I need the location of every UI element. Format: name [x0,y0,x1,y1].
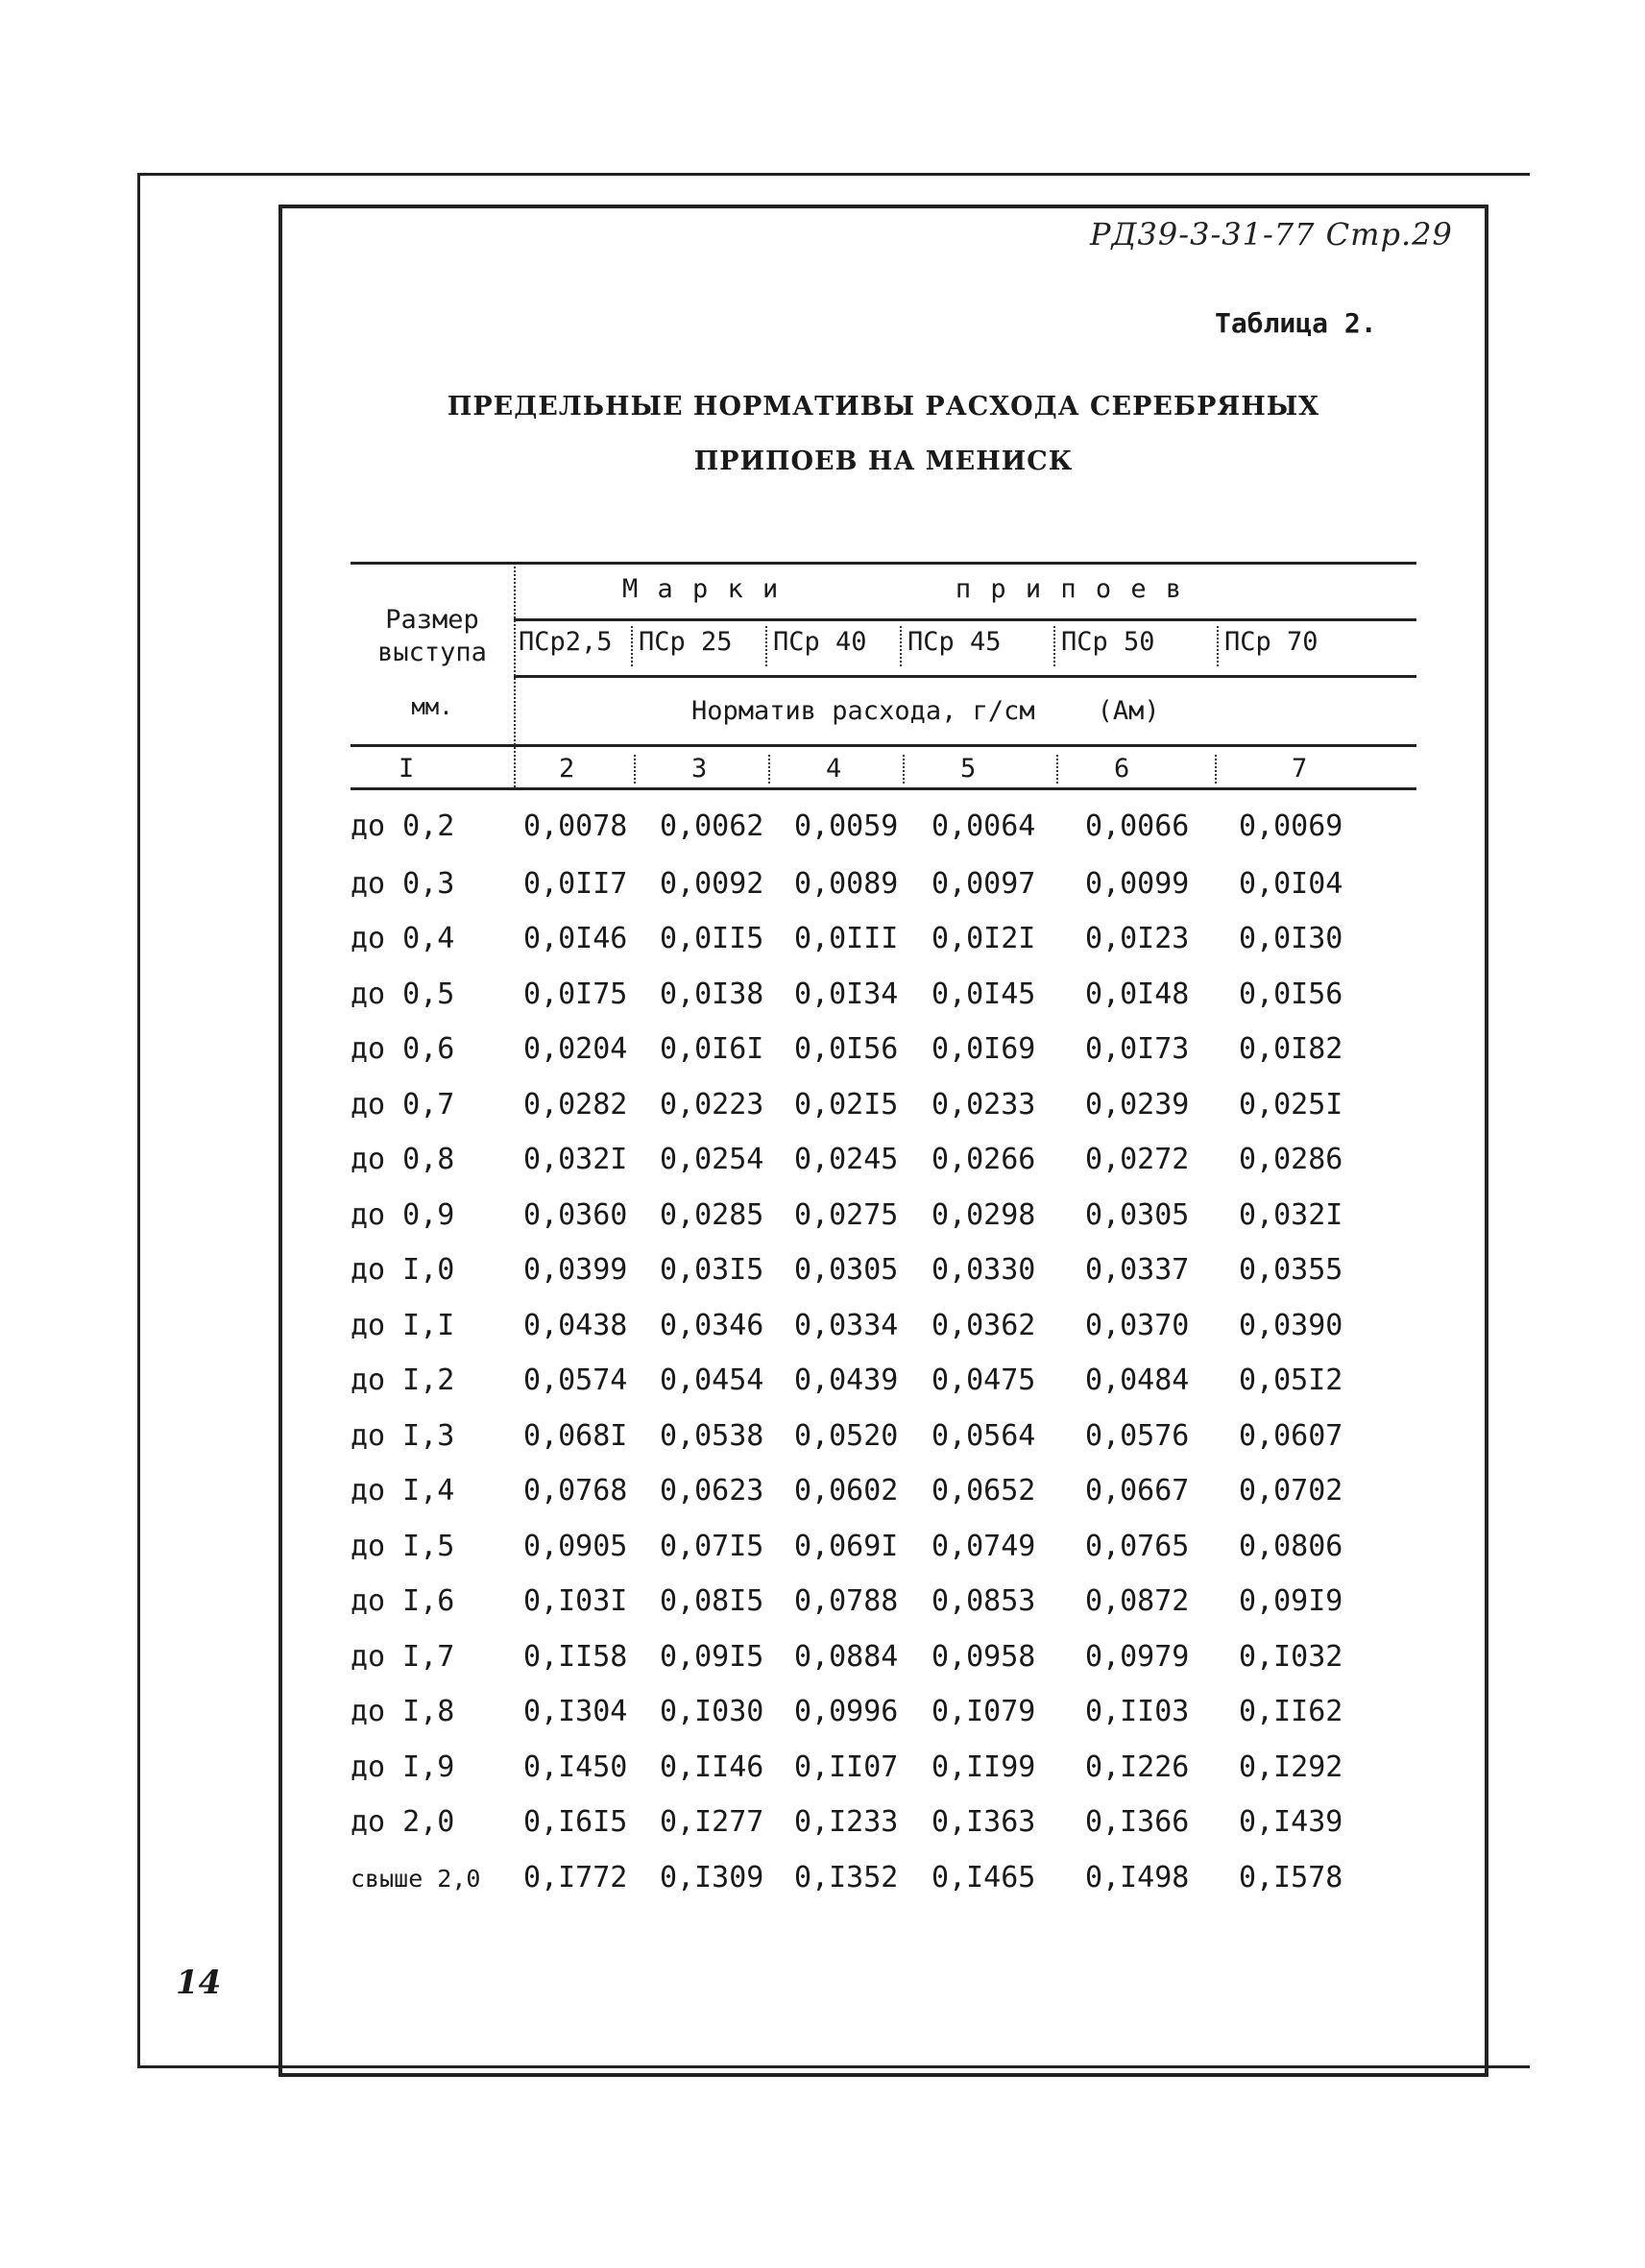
table-cell: 0,I363 [931,1805,1036,1839]
table-cell: 0,0439 [794,1363,899,1397]
table-cell: 0,0298 [931,1198,1036,1232]
table-cell: 0,0564 [931,1419,1036,1453]
unit-header: Норматив расхода, г/см (Ам) [691,696,1160,726]
table-cell: 0,0099 [1085,867,1190,901]
row-size-label: до 0,4 [351,922,455,955]
table-cell: 0,05I2 [1239,1363,1343,1397]
table-cell: 0,0062 [660,809,764,843]
table-cell: 0,0475 [931,1363,1036,1397]
table-cell: 0,0765 [1085,1530,1190,1563]
table-cell: 0,II46 [660,1750,764,1784]
brand-separator [631,626,633,666]
table-cell: 0,0078 [523,809,628,843]
column-number-separator [1215,755,1217,784]
table-cell: 0,0749 [931,1530,1036,1563]
table-cell: 0,0I34 [794,977,899,1011]
brand-header-cell: ПСр 70 [1224,627,1318,657]
table-cell: 0,II99 [931,1750,1036,1784]
brand-header-cell: ПСр 45 [907,627,1002,657]
table-cell: 0,0I45 [931,977,1036,1011]
table-cell: 0,0958 [931,1640,1036,1674]
table-cell: 0,08I5 [660,1584,764,1618]
table-cell: 0,0092 [660,867,764,901]
table-cell: 0,0454 [660,1363,764,1397]
row-size-label: до I,3 [351,1419,455,1453]
table-cell: 0,0089 [794,867,899,901]
table-cell: 0,0607 [1239,1419,1343,1453]
table-cell: 0,II62 [1239,1695,1343,1728]
column-number-cell: 5 [960,754,977,784]
row-size-label: свыше 2,0 [351,1865,481,1893]
row-size-label: до 0,5 [351,977,455,1011]
table-cell: 0,I233 [794,1805,899,1839]
table-cell: 0,0I6I [660,1032,764,1066]
column-number-separator [1056,755,1058,784]
table-cell: 0,I292 [1239,1750,1343,1784]
table-cell: 0,0667 [1085,1474,1190,1508]
row-size-label: до 0,8 [351,1143,455,1176]
table-cell: 0,02I5 [794,1088,899,1122]
row-size-label: до I,0 [351,1253,455,1287]
size-header-line-2: выступа [377,638,487,667]
row-size-label: до I,8 [351,1695,455,1728]
table-cell: 0,0576 [1085,1419,1190,1453]
table-cell: 0,I772 [523,1861,628,1894]
row-size-label: до I,2 [351,1363,455,1397]
table-cell: 0,0286 [1239,1143,1343,1176]
table-cell: 0,0254 [660,1143,764,1176]
table-label: Таблица 2. [1215,307,1377,339]
table-cell: 0,0399 [523,1253,628,1287]
table-title-line-2: ПРИПОЕВ НА МЕНИСК [693,446,1074,476]
brand-header-cell: ПСр 25 [639,627,733,657]
table-cell: 0,I226 [1085,1750,1190,1784]
table-cell: 0,032I [1239,1198,1343,1232]
column-number-cell: 4 [826,754,842,784]
table-cell: 0,0I82 [1239,1032,1343,1066]
brand-separator [1217,626,1219,666]
table-cell: 0,07I5 [660,1530,764,1563]
table-cell: 0,0II5 [660,922,764,955]
table-cell: 0,0064 [931,809,1036,843]
table-cell: 0,032I [523,1143,628,1176]
table-cell: 0,03I5 [660,1253,764,1287]
table-cell: 0,0337 [1085,1253,1190,1287]
brand-header-cell: ПСр 40 [773,627,867,657]
table-top-rule [351,562,1416,565]
row-size-label: до 0,3 [351,867,455,901]
column-number-cell: 2 [559,754,575,784]
table-cell: 0,0I73 [1085,1032,1190,1066]
column-number-cell: 7 [1292,754,1308,784]
table-cell: 0,0I23 [1085,922,1190,955]
table-cell: 0,0III [794,922,899,955]
table-cell: 0,0768 [523,1474,628,1508]
table-cell: 0,0059 [794,809,899,843]
table-cell: 0,0272 [1085,1143,1190,1176]
table-cell: 0,0I69 [931,1032,1036,1066]
table-cell: 0,0275 [794,1198,899,1232]
table-cell: 0,0I46 [523,922,628,955]
table-cell: 0,0I48 [1085,977,1190,1011]
table-cell: 0,I309 [660,1861,764,1894]
table-title-line-1: ПРЕДЕЛЬНЫЕ НОРМАТИВЫ РАСХОДА СЕРЕБРЯНЫХ [447,392,1320,422]
table-cell: 0,0204 [523,1032,628,1066]
table-cell: 0,II03 [1085,1695,1190,1728]
row-size-label: до I,9 [351,1750,455,1784]
table-cell: 0,I450 [523,1750,628,1784]
column-number-cell: 3 [691,754,708,784]
table-cell: 0,0996 [794,1695,899,1728]
table-cell: 0,0346 [660,1309,764,1342]
table-cell: 0,0806 [1239,1530,1343,1563]
brand-separator [900,626,902,666]
table-cell: 0,I498 [1085,1861,1190,1894]
table-cell: 0,0574 [523,1363,628,1397]
brand-separator [1053,626,1055,666]
table-cell: 0,0602 [794,1474,899,1508]
table-cell: 0,0438 [523,1309,628,1342]
table-cell: 0,I6I5 [523,1805,628,1839]
table-cell: 0,I277 [660,1805,764,1839]
row-size-label: до I,I [351,1309,455,1342]
table-cell: 0,0I56 [1239,977,1343,1011]
table-cell: 0,0I04 [1239,867,1343,901]
table-cell: 0,0370 [1085,1309,1190,1342]
table-cell: 0,0266 [931,1143,1036,1176]
table-cell: 0,0I38 [660,977,764,1011]
brand-header-cell: ПСр 50 [1061,627,1155,657]
table-cell: 0,0I75 [523,977,628,1011]
column-number-cell: I [399,754,415,784]
column-number-separator [634,755,636,784]
table-cell: 0,0223 [660,1088,764,1122]
row-size-label: до I,5 [351,1530,455,1563]
table-cell: 0,0788 [794,1584,899,1618]
document-code: РД39-3-31-77 Стр.29 [1090,216,1453,253]
table-cell: 0,0I56 [794,1032,899,1066]
row-size-label: до 2,0 [351,1805,455,1839]
table-cell: 0,0360 [523,1198,628,1232]
column-number-separator [768,755,770,784]
table-cell: 0,0239 [1085,1088,1190,1122]
column-number-separator [903,755,905,784]
brands-group-header: М а р к и п р и п о е в [622,574,1184,604]
table-cell: 0,0702 [1239,1474,1343,1508]
table-cell: 0,0233 [931,1088,1036,1122]
table-cell: 0,0305 [794,1253,899,1287]
table-cell: 0,0II7 [523,867,628,901]
size-header-unit: мм. [411,693,453,720]
inner-page-frame [278,205,1488,2077]
row-size-label: до 0,2 [351,809,455,843]
table-cell: 0,069I [794,1530,899,1563]
table-cell: 0,0623 [660,1474,764,1508]
table-cell: 0,0355 [1239,1253,1343,1287]
table-cell: 0,I578 [1239,1861,1343,1894]
table-cell: 0,0066 [1085,809,1190,843]
table-cell: 0,0390 [1239,1309,1343,1342]
table-cell: 0,0334 [794,1309,899,1342]
table-cell: 0,0979 [1085,1640,1190,1674]
column-number-separator [514,755,516,784]
brand-group-rule [514,618,1416,621]
table-cell: 0,I304 [523,1695,628,1728]
table-cell: 0,0538 [660,1419,764,1453]
table-cell: 0,0484 [1085,1363,1190,1397]
table-cell: 0,0905 [523,1530,628,1563]
row-size-label: до 0,7 [351,1088,455,1122]
table-cell: 0,0330 [931,1253,1036,1287]
table-cell: 0,I079 [931,1695,1036,1728]
table-cell: 0,068I [523,1419,628,1453]
brand-header-cell: ПСр2,5 [519,627,613,657]
table-cell: 0,0285 [660,1198,764,1232]
table-cell: 0,I03I [523,1584,628,1618]
table-cell: 0,0305 [1085,1198,1190,1232]
table-cell: 0,II07 [794,1750,899,1784]
table-cell: 0,I030 [660,1695,764,1728]
page-number: 14 [176,1964,222,2002]
table-cell: 0,0245 [794,1143,899,1176]
table-cell: 0,I352 [794,1861,899,1894]
table-cell: 0,025I [1239,1088,1343,1122]
table-cell: 0,09I5 [660,1640,764,1674]
table-cell: 0,0069 [1239,809,1343,843]
table-cell: 0,0362 [931,1309,1036,1342]
table-cell: 0,0872 [1085,1584,1190,1618]
table-cell: 0,0282 [523,1088,628,1122]
table-cell: 0,0884 [794,1640,899,1674]
column-number-cell: 6 [1114,754,1130,784]
table-cell: 0,I366 [1085,1805,1190,1839]
table-cell: 0,0097 [931,867,1036,901]
row-size-label: до 0,9 [351,1198,455,1232]
row-size-label: до I,7 [351,1640,455,1674]
table-cell: 0,I439 [1239,1805,1343,1839]
table-cell: 0,0I30 [1239,922,1343,955]
brand-row-rule [514,675,1416,678]
row-size-label: до 0,6 [351,1032,455,1066]
column-number-rule [351,787,1416,790]
brand-separator [765,626,767,666]
table-cell: 0,I465 [931,1861,1036,1894]
table-cell: 0,0652 [931,1474,1036,1508]
table-cell: 0,II58 [523,1640,628,1674]
table-cell: 0,0520 [794,1419,899,1453]
table-cell: 0,09I9 [1239,1584,1343,1618]
unit-row-rule [351,744,1416,747]
row-size-label: до I,4 [351,1474,455,1508]
table-cell: 0,I032 [1239,1640,1343,1674]
size-header-line-1: Размер [385,605,479,635]
row-size-label: до I,6 [351,1584,455,1618]
table-cell: 0,0853 [931,1584,1036,1618]
table-cell: 0,0I2I [931,922,1036,955]
